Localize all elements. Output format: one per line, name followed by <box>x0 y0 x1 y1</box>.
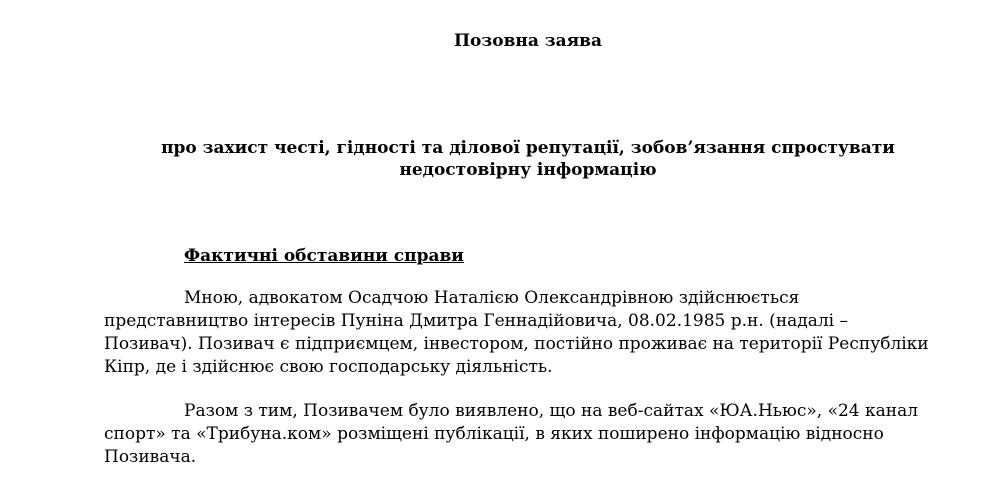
paragraph-2: Разом з тим, Позивачем було виявлено, що на веб-сайтах «ЮА.Ньюс», «24 канал спорт» та «Трибуна.ком» розміщені публікації, в яких поширено інформацію відносно Позивача. <box>104 401 919 467</box>
paragraph-1: Мною, адвокатом Осадчою Наталією Олександрівною здійснюється представництво інтересів Пуніна Дмитра Геннадійовича, 08.02.1985 р.н. (надалі – Позивач). Позивач є підприємцем, інвестором, постійно проживає на території Республіки Кіпр, де і здійснює свою господарську діяльність. <box>104 288 929 377</box>
document-subtitle: про захист честі, гідності та ділової репутації, зобов’язання спростувати недостовірну інформацію <box>161 138 895 180</box>
document-title: Позовна заява <box>453 31 603 51</box>
section-heading: Фактичні обставини справи <box>184 246 464 266</box>
